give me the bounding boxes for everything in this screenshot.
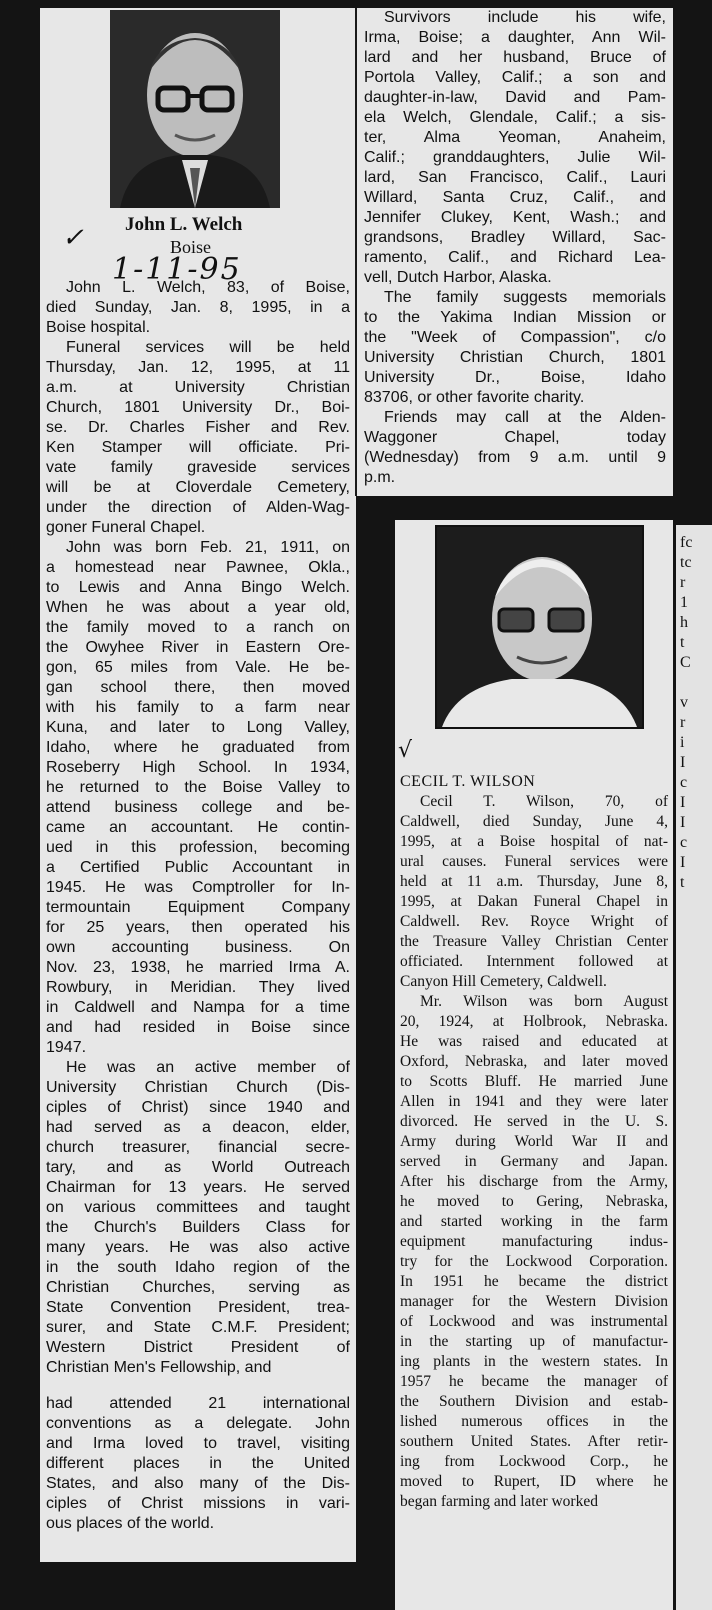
text-line-content: southern United States. After retir- [400, 1433, 668, 1450]
text-line-content: Oxford, Nebraska, and later moved [400, 1053, 668, 1070]
text-line [364, 428, 666, 448]
adjacent-clipping-fragment [676, 525, 712, 1610]
text-line-content: in the starting up of manufactur- [400, 1333, 668, 1350]
text-line-content: officiated. Internment followed at [400, 953, 668, 970]
text-line [46, 1358, 350, 1378]
text-line-content: surer, and State C.M.F. President; [46, 1319, 350, 1336]
welch-city: Boise [170, 237, 212, 257]
text-line [400, 1432, 668, 1452]
text-line [400, 1092, 668, 1112]
text-line-content: died Sunday, Jan. 8, 1995, in a [46, 299, 350, 316]
text-line-content: Mr. Wilson was born August [420, 993, 668, 1010]
text-line [46, 1278, 350, 1298]
text-line-content: attend business college and be- [46, 799, 350, 816]
text-line-content: He was raised and educated at [400, 1033, 668, 1050]
text-line [46, 1338, 350, 1358]
text-line [46, 418, 350, 438]
text-line [46, 558, 350, 578]
text-line-content: Nov. 23, 1938, he married Irma A. [46, 959, 350, 976]
text-line-content: Kuna, and later to Long Valley, [46, 719, 350, 736]
text-line [364, 208, 666, 228]
text-line [400, 1292, 668, 1312]
text-line-content: p.m. [364, 469, 396, 486]
text-line [46, 1138, 350, 1158]
text-line [46, 738, 350, 758]
text-line [46, 358, 350, 378]
text-line [46, 1198, 350, 1218]
text-line-content: different places in the United [46, 1455, 350, 1472]
text-line [46, 378, 350, 398]
text-line-content: church treasurer, financial secre- [46, 1139, 350, 1156]
text-line [46, 698, 350, 718]
text-line-content: the "Week of Compassion", c/o [364, 329, 666, 346]
text-line-content: in the south Idaho region of the [46, 1259, 350, 1276]
text-line [400, 992, 668, 1012]
text-line-content: Rowbury, in Meridian. They lived [46, 979, 350, 996]
text-line-content: ing plants in the western states. In [400, 1353, 668, 1370]
text-line-content: on various committees and taught [46, 1199, 350, 1216]
text-line [46, 1474, 350, 1494]
text-line [46, 578, 350, 598]
text-line [400, 1032, 668, 1052]
text-line-content: Allen in 1941 and they were later [400, 1093, 668, 1110]
wilson-obituary-clipping [395, 520, 673, 1610]
text-line-content: Canyon Hill Cemetery, Caldwell. [400, 973, 607, 990]
text-line [46, 398, 350, 418]
text-line-content: States, and also many of the Dis- [46, 1475, 350, 1492]
welch-portrait-photo [110, 10, 280, 208]
fragment-line: t [680, 634, 685, 651]
text-line-content: Jennifer Clukey, Kent, Wash.; and [364, 209, 666, 226]
text-line [46, 1078, 350, 1098]
text-line-content: ciples of Christ missions in vari- [46, 1495, 350, 1512]
text-line [400, 972, 668, 992]
text-line [400, 1452, 668, 1472]
text-line-content: After his discharge from the Army, [400, 1173, 668, 1190]
text-line-content: Portola Valley, Calif.; a son and [364, 69, 666, 86]
fragment-line: 1 [680, 594, 688, 611]
text-line-content: held at 11 a.m. Thursday, June 8, [400, 873, 668, 890]
text-line [46, 1178, 350, 1198]
fragment-text [680, 533, 692, 893]
text-line-content: Waggoner Chapel, today [364, 429, 666, 446]
text-line [400, 1152, 668, 1172]
text-line-content: grandsons, Bradley Willard, Sac- [364, 229, 666, 246]
text-line [46, 1118, 350, 1138]
text-line-content: had attended 21 international [46, 1395, 350, 1412]
text-line [46, 1434, 350, 1454]
text-line [46, 758, 350, 778]
text-line-content: Caldwell, died Sunday, June 4, [400, 813, 668, 830]
text-line [400, 812, 668, 832]
fragment-line: I [680, 814, 686, 831]
text-line [46, 618, 350, 638]
text-line-content: (Wednesday) from 9 a.m. until 9 [364, 449, 666, 466]
text-line [46, 838, 350, 858]
text-line-content: Cecil T. Wilson, 70, of [420, 793, 668, 810]
fragment-line: h [680, 614, 688, 631]
text-line-content: in Caldwell and Nampa for a time [46, 999, 350, 1016]
text-line-content: daughter-in-law, David and Pam- [364, 89, 666, 106]
text-line-content: Funeral services will be held [66, 339, 350, 356]
wilson-portrait-photo [435, 525, 644, 729]
text-line [400, 1172, 668, 1192]
text-line [400, 1352, 668, 1372]
check-mark-handwritten-wilson: √ [398, 738, 413, 763]
text-line-content: for 25 years, then operated his [46, 919, 350, 936]
text-line-content: gan school there, then moved [46, 679, 350, 696]
fragment-line: r [680, 714, 686, 731]
text-line [46, 1494, 350, 1514]
text-line-content: Caldwell. Rev. Royce Wright of [400, 913, 668, 930]
text-line-content: lard, San Francisco, Calif., Lauri [364, 169, 666, 186]
text-line [364, 228, 666, 248]
text-line [46, 1298, 350, 1318]
text-line [364, 468, 666, 488]
text-line-content: He was an active member of [66, 1059, 350, 1076]
text-line [46, 718, 350, 738]
text-line [46, 458, 350, 478]
text-line [46, 278, 350, 298]
text-line [46, 1238, 350, 1258]
text-line-content: University Dr., Boise, Idaho [364, 369, 666, 386]
text-line-content: 1995, at a Boise hospital of nat- [400, 833, 668, 850]
text-line-content: ous places of the world. [46, 1515, 215, 1532]
text-line [400, 1072, 668, 1092]
fragment-line: c [680, 774, 688, 791]
text-line-content: and had resided in Boise since [46, 1019, 350, 1036]
text-line [364, 288, 666, 308]
text-line-content: a.m. at University Christian [46, 379, 350, 396]
text-line [46, 638, 350, 658]
text-line-content: ramento, Calif., and Richard Lea- [364, 249, 666, 266]
text-line-content: ter, Alma Yeoman, Anaheim, [364, 129, 666, 146]
text-line-content: se. Dr. Charles Fisher and Rev. [46, 419, 350, 436]
text-line [46, 1514, 350, 1534]
text-line [400, 1372, 668, 1392]
text-line-content: conventions as a delegate. John [46, 1415, 350, 1432]
text-line [364, 48, 666, 68]
text-line [400, 1332, 668, 1352]
text-line [46, 1098, 350, 1118]
survivors-text [364, 8, 666, 488]
text-line-content: Christian Churches, serving as [46, 1279, 350, 1296]
text-line [400, 892, 668, 912]
text-line-content: to Lewis and Anna Bingo Welch. [46, 579, 350, 596]
text-line-content: Survivors include his wife, [384, 9, 666, 26]
text-line-content: of Lockwood and was instrumental [400, 1313, 668, 1330]
fragment-line: I [680, 854, 686, 871]
text-line [46, 938, 350, 958]
text-line-content: John was born Feb. 21, 1911, on [66, 539, 350, 556]
text-line [46, 1018, 350, 1038]
text-line-content: lard and her husband, Bruce of [364, 49, 666, 66]
text-line [400, 852, 668, 872]
text-line [364, 148, 666, 168]
welch-obituary-continuation [46, 1394, 350, 1534]
text-line [364, 388, 666, 408]
text-line [364, 348, 666, 368]
text-line [46, 998, 350, 1018]
text-line [46, 778, 350, 798]
text-line [400, 932, 668, 952]
text-line-content: a homestead near Pawnee, Okla., [46, 559, 350, 576]
text-line [400, 1252, 668, 1272]
text-line-content: University Christian Church (Dis- [46, 1079, 350, 1096]
text-line [46, 678, 350, 698]
text-line-content: Calif.; granddaughters, Julie Wil- [364, 149, 666, 166]
text-line [364, 408, 666, 428]
text-line [46, 1394, 350, 1414]
text-line-content: the Treasure Valley Christian Center [400, 933, 668, 950]
text-line [400, 1192, 668, 1212]
text-line-content: manager for the Western Division [400, 1293, 668, 1310]
text-line [400, 1112, 668, 1132]
fragment-line: r [680, 574, 686, 591]
text-line-content: 83706, or other favorite charity. [364, 389, 585, 406]
text-line [46, 1158, 350, 1178]
text-line-content: gon, 65 miles from Vale. He be- [46, 659, 350, 676]
text-line-content: ela Welch, Glendale, Calif.; a sis- [364, 109, 666, 126]
text-line-content: 1945. He was Comptroller for In- [46, 879, 350, 896]
wilson-name-heading: CECIL T. WILSON [400, 773, 536, 790]
text-line-content: with his family to a farm near [46, 699, 350, 716]
text-line [46, 1414, 350, 1434]
welch-obituary-clipping [40, 8, 356, 1562]
text-line [364, 368, 666, 388]
text-line [400, 1132, 668, 1152]
welch-obituary-text [46, 278, 350, 1378]
check-mark-handwritten: ✓ [62, 223, 84, 253]
text-line [46, 1218, 350, 1238]
text-line-content: and started working in the farm [400, 1213, 668, 1230]
text-line-content: Christian Men's Fellowship, and [46, 1359, 272, 1376]
text-line-content: he returned to the Boise Valley to [46, 779, 350, 796]
fragment-line: tc [680, 554, 692, 571]
fragment-line: c [680, 834, 688, 851]
text-line-content: State Convention President, trea- [46, 1299, 350, 1316]
text-line [400, 1392, 668, 1412]
fragment-line [680, 673, 692, 693]
text-line-content: Idaho, where he graduated from [46, 739, 350, 756]
text-line-content: Church, 1801 University Dr., Boi- [46, 399, 350, 416]
text-line-content: ing from Lockwood Corp., he [400, 1453, 668, 1470]
text-line [364, 108, 666, 128]
text-line-content: to the Yakima Indian Mission or [364, 309, 666, 326]
text-line [46, 338, 350, 358]
text-line-content: Roseberry High School. In 1934, [46, 759, 350, 776]
text-line [46, 1318, 350, 1338]
text-line [46, 898, 350, 918]
text-line [46, 318, 350, 338]
text-line [400, 832, 668, 852]
text-line [364, 28, 666, 48]
text-line [364, 8, 666, 28]
text-line-content: Western District President of [46, 1339, 350, 1356]
text-line [46, 298, 350, 318]
text-line-content: equipment manufacturing indus- [400, 1233, 668, 1250]
text-line [46, 878, 350, 898]
text-line-content: began farming and later worked [400, 1493, 598, 1510]
text-line [364, 188, 666, 208]
handwritten-date: 1-11-95 [112, 252, 242, 287]
text-line-content: tary, and as World Outreach [46, 1159, 350, 1176]
text-line-content: Friends may call at the Alden- [384, 409, 666, 426]
fragment-line: I [680, 754, 686, 771]
text-line-content: many years. He was also active [46, 1239, 350, 1256]
text-line-content: ural causes. Funeral services were [400, 853, 668, 870]
text-line-content: the Owyhee River in Eastern Ore- [46, 639, 350, 656]
fragment-line: t [680, 874, 685, 891]
text-line [400, 1212, 668, 1232]
text-line-content: the family moved to a ranch on [46, 619, 350, 636]
fragment-line: fc [680, 534, 693, 551]
text-line-content: divorced. He served in the U. S. [400, 1113, 668, 1130]
text-line [364, 308, 666, 328]
text-line [400, 1012, 668, 1032]
text-line-content: Chairman for 13 years. He served [46, 1179, 350, 1196]
text-line [46, 1058, 350, 1078]
text-line [364, 88, 666, 108]
text-line [364, 448, 666, 468]
text-line-content: John L. Welch, 83, of Boise, [66, 279, 350, 296]
text-line-content: he moved to Gering, Nebraska, [400, 1193, 668, 1210]
text-line-content: vell, Dutch Harbor, Alaska. [364, 269, 552, 286]
text-line-content: Willard, Santa Cruz, Calif., and [364, 189, 666, 206]
text-line-content: under the direction of Alden-Wag- [46, 499, 350, 516]
text-line [46, 438, 350, 458]
text-line [400, 1052, 668, 1072]
text-line-content: lished numerous offices in the [400, 1413, 668, 1430]
fragment-line: C [680, 654, 691, 671]
text-line-content: to Scotts Bluff. He married June [400, 1073, 668, 1090]
text-line [400, 1232, 668, 1252]
welch-name-heading: John L. Welch [125, 214, 243, 235]
text-line [364, 128, 666, 148]
fragment-line: i [680, 734, 685, 751]
text-line [46, 478, 350, 498]
text-line-content: Army during World War II and [400, 1133, 668, 1150]
text-line-content: 1947. [46, 1039, 87, 1056]
text-line-content: served in Germany and Japan. [400, 1153, 668, 1170]
text-line [400, 1412, 668, 1432]
text-line [46, 818, 350, 838]
text-line-content: termountain Equipment Company [46, 899, 350, 916]
text-line [400, 1472, 668, 1492]
text-line-content: When he was about a year old, [46, 599, 350, 616]
text-line [46, 958, 350, 978]
text-line [400, 1492, 668, 1512]
text-line [400, 792, 668, 812]
text-line-content: 20, 1924, at Holbrook, Nebraska. [400, 1013, 668, 1030]
text-line [400, 912, 668, 932]
text-line-content: 1995, at Dakan Funeral Chapel in [400, 893, 668, 910]
text-line-content: the Southern Division and estab- [400, 1393, 668, 1410]
text-line-content: a Certified Public Accountant in [46, 859, 350, 876]
text-line-content: goner Funeral Chapel. [46, 519, 206, 536]
text-line [364, 328, 666, 348]
text-line-content: 1957 he became the manager of [400, 1373, 668, 1390]
text-line-content: Thursday, Jan. 12, 1995, at 11 [46, 359, 350, 376]
text-line-content: In 1951 he became the district [400, 1273, 668, 1290]
text-line [46, 658, 350, 678]
wilson-obituary-text [400, 792, 668, 1512]
text-line [46, 1258, 350, 1278]
text-line [46, 858, 350, 878]
text-line [364, 68, 666, 88]
text-line [400, 872, 668, 892]
text-line [46, 498, 350, 518]
text-line-content: Irma, Boise; a daughter, Ann Wil- [364, 29, 666, 46]
text-line-content: try for the Lockwood Corporation. [400, 1253, 668, 1270]
text-line-content: own accounting business. On [46, 939, 350, 956]
text-line [364, 268, 666, 288]
text-line-content: moved to Rupert, ID where he [400, 1473, 668, 1490]
text-line-content: came an accountant. He contin- [46, 819, 350, 836]
text-line [46, 538, 350, 558]
fragment-line: I [680, 794, 686, 811]
text-line [400, 1312, 668, 1332]
text-line [46, 598, 350, 618]
text-line-content: Boise hospital. [46, 319, 151, 336]
text-line [46, 1038, 350, 1058]
text-line [46, 918, 350, 938]
text-line-content: and Irma loved to travel, visiting [46, 1435, 350, 1452]
text-line [400, 1272, 668, 1292]
text-line-content: ciples of Christ) since 1940 and [46, 1099, 350, 1116]
text-line [46, 978, 350, 998]
text-line-content: ued in this profession, becoming [46, 839, 350, 856]
text-line-content: University Christian Church, 1801 [364, 349, 666, 366]
text-line-content: The family suggests memorials [384, 289, 666, 306]
text-line-content: will be at Cloverdale Cemetery, [46, 479, 350, 496]
text-line-content: had served as a deacon, elder, [46, 1119, 350, 1136]
text-line [364, 168, 666, 188]
text-line [46, 798, 350, 818]
text-line [364, 248, 666, 268]
text-line-content: vate family graveside services [46, 459, 350, 476]
text-line [46, 518, 350, 538]
fragment-line: v [680, 694, 688, 711]
text-line-content: the Church's Builders Class for [46, 1219, 350, 1236]
welch-survivors-clipping [355, 8, 673, 496]
text-line [400, 952, 668, 972]
text-line [46, 1454, 350, 1474]
text-line-content: Ken Stamper will officiate. Pri- [46, 439, 350, 456]
